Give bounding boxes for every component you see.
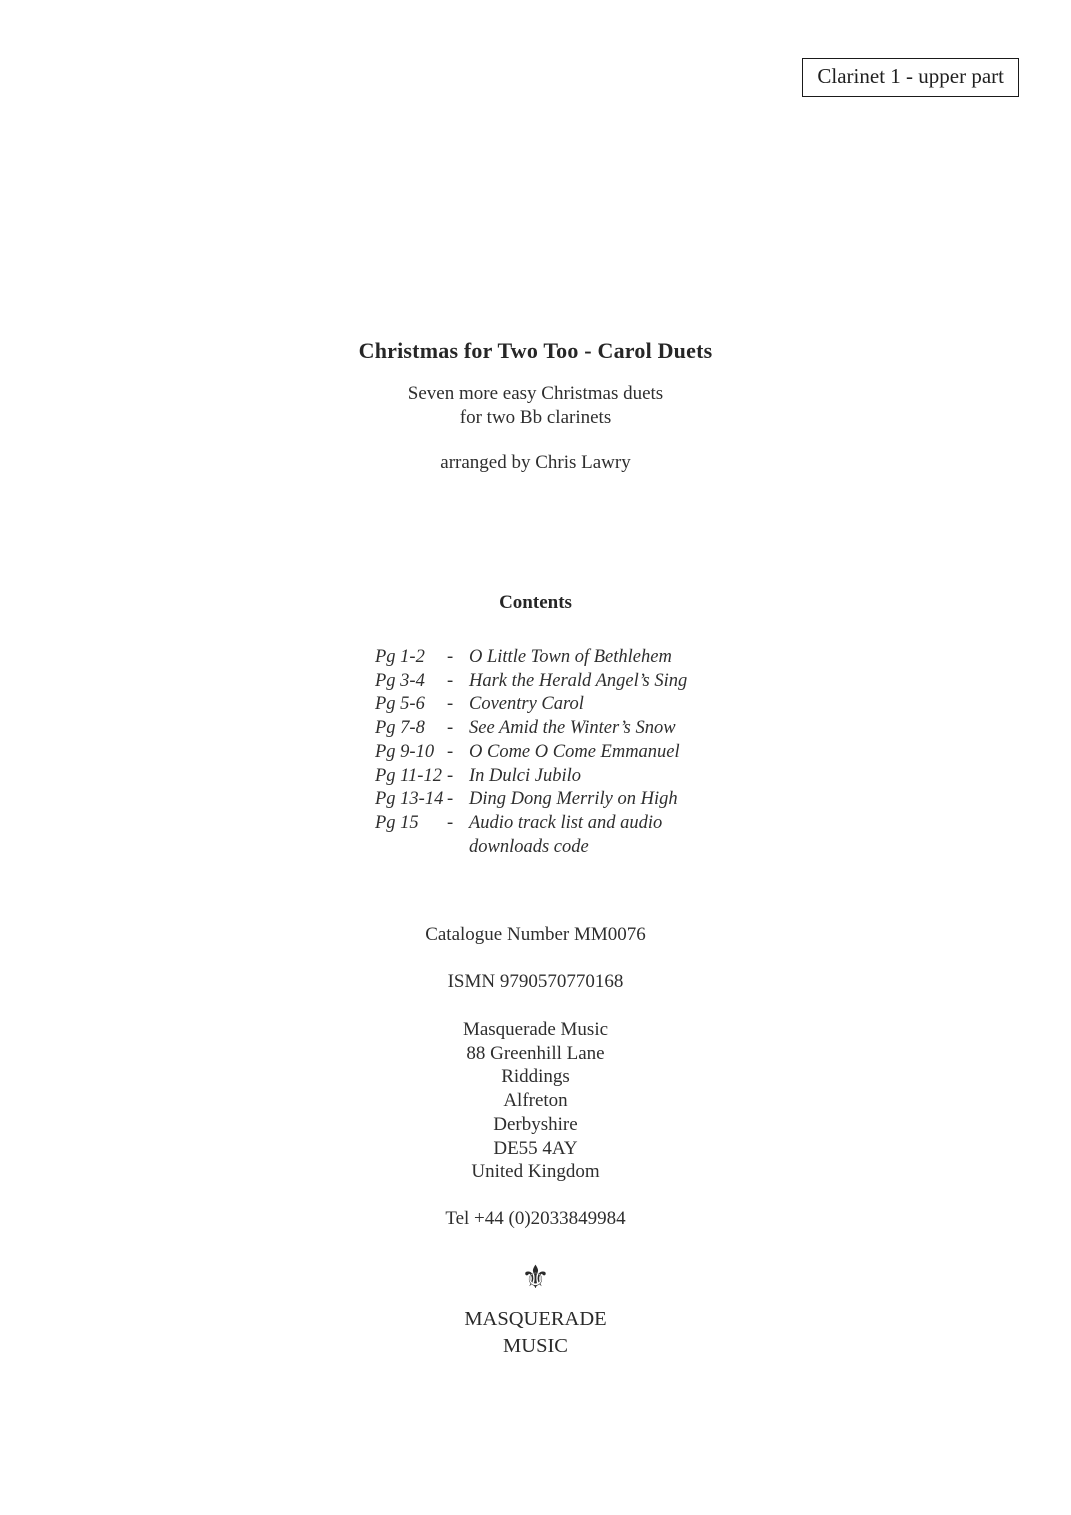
ismn-number: ISMN 9790570770168 [447, 971, 624, 992]
contents-title: Hark the Herald Angel’s Sing [469, 670, 688, 691]
contents-dash: - [447, 718, 454, 739]
contents-title: O Come O Come Emmanuel [469, 741, 680, 762]
contents-pages: Pg 5-6 [375, 694, 425, 715]
contents-dash: - [447, 765, 454, 786]
arranger-credit: arranged by Chris Lawry [440, 452, 631, 473]
contents-dash: - [447, 741, 454, 762]
contents-pages: Pg 11-12 [375, 765, 442, 786]
contents-dash: - [447, 670, 454, 691]
address-line: Derbyshire [493, 1113, 578, 1135]
address-line: 88 Greenhill Lane [466, 1042, 605, 1064]
address-line: Riddings [501, 1066, 570, 1088]
part-label-box [802, 58, 1019, 97]
contents-row [375, 670, 687, 694]
contents-title: O Little Town of Bethlehem [469, 647, 672, 667]
contents-pages: Pg 1-2 [375, 647, 425, 667]
contents-pages: Pg 7-8 [375, 718, 425, 739]
contents-row [375, 812, 687, 859]
logo-name-line-1: MASQUERADE [464, 1308, 607, 1330]
contents-title: Audio track list and audio [469, 812, 663, 833]
subtitle [0, 382, 1071, 430]
contents-title: Ding Dong Merrily on High [469, 789, 678, 810]
contents-pages: Pg 3-4 [375, 670, 425, 691]
address-line: Masquerade Music [462, 1019, 609, 1040]
contents-row [375, 693, 687, 717]
address-line: Alfreton [503, 1090, 568, 1112]
contents-dash: - [447, 647, 454, 667]
contents-row [375, 741, 687, 765]
contents-title: In Dulci Jubilo [469, 765, 582, 786]
subtitle-line-1: Seven more easy Christmas duets [407, 383, 664, 404]
contents-row [375, 765, 687, 789]
telephone: Tel +44 (0)2033849984 [445, 1208, 626, 1229]
address-line: United Kingdom [471, 1161, 600, 1183]
contents-pages: Pg 13-14 [375, 789, 444, 810]
subtitle-line-2: for two Bb clarinets [459, 407, 612, 428]
catalogue-number: Catalogue Number MM0076 [425, 924, 646, 945]
part-label: Clarinet 1 - upper part [817, 64, 1004, 88]
fleur-de-lis-icon: ⚜ [521, 1258, 550, 1296]
contents-title: See Amid the Winter’s Snow [469, 718, 676, 739]
contents-list [375, 646, 687, 859]
contents-row [375, 646, 687, 670]
contents-dash: - [447, 789, 454, 810]
publisher-logo-name [0, 1306, 1071, 1360]
contents-row [375, 717, 687, 741]
contents-title: Coventry Carol [469, 694, 584, 715]
logo-name-line-2: MUSIC [503, 1335, 568, 1357]
page-title: Christmas for Two Too - Carol Duets [358, 338, 713, 363]
publisher-address [0, 1018, 1071, 1184]
contents-pages: Pg 15 [375, 812, 419, 833]
contents-row [375, 788, 687, 812]
contents-title-continued: downloads code [469, 836, 589, 857]
contents-dash: - [447, 812, 454, 833]
address-line: DE55 4AY [493, 1137, 578, 1159]
contents-dash: - [447, 694, 454, 715]
contents-heading: Contents [499, 592, 572, 613]
contents-pages: Pg 9-10 [375, 741, 435, 762]
